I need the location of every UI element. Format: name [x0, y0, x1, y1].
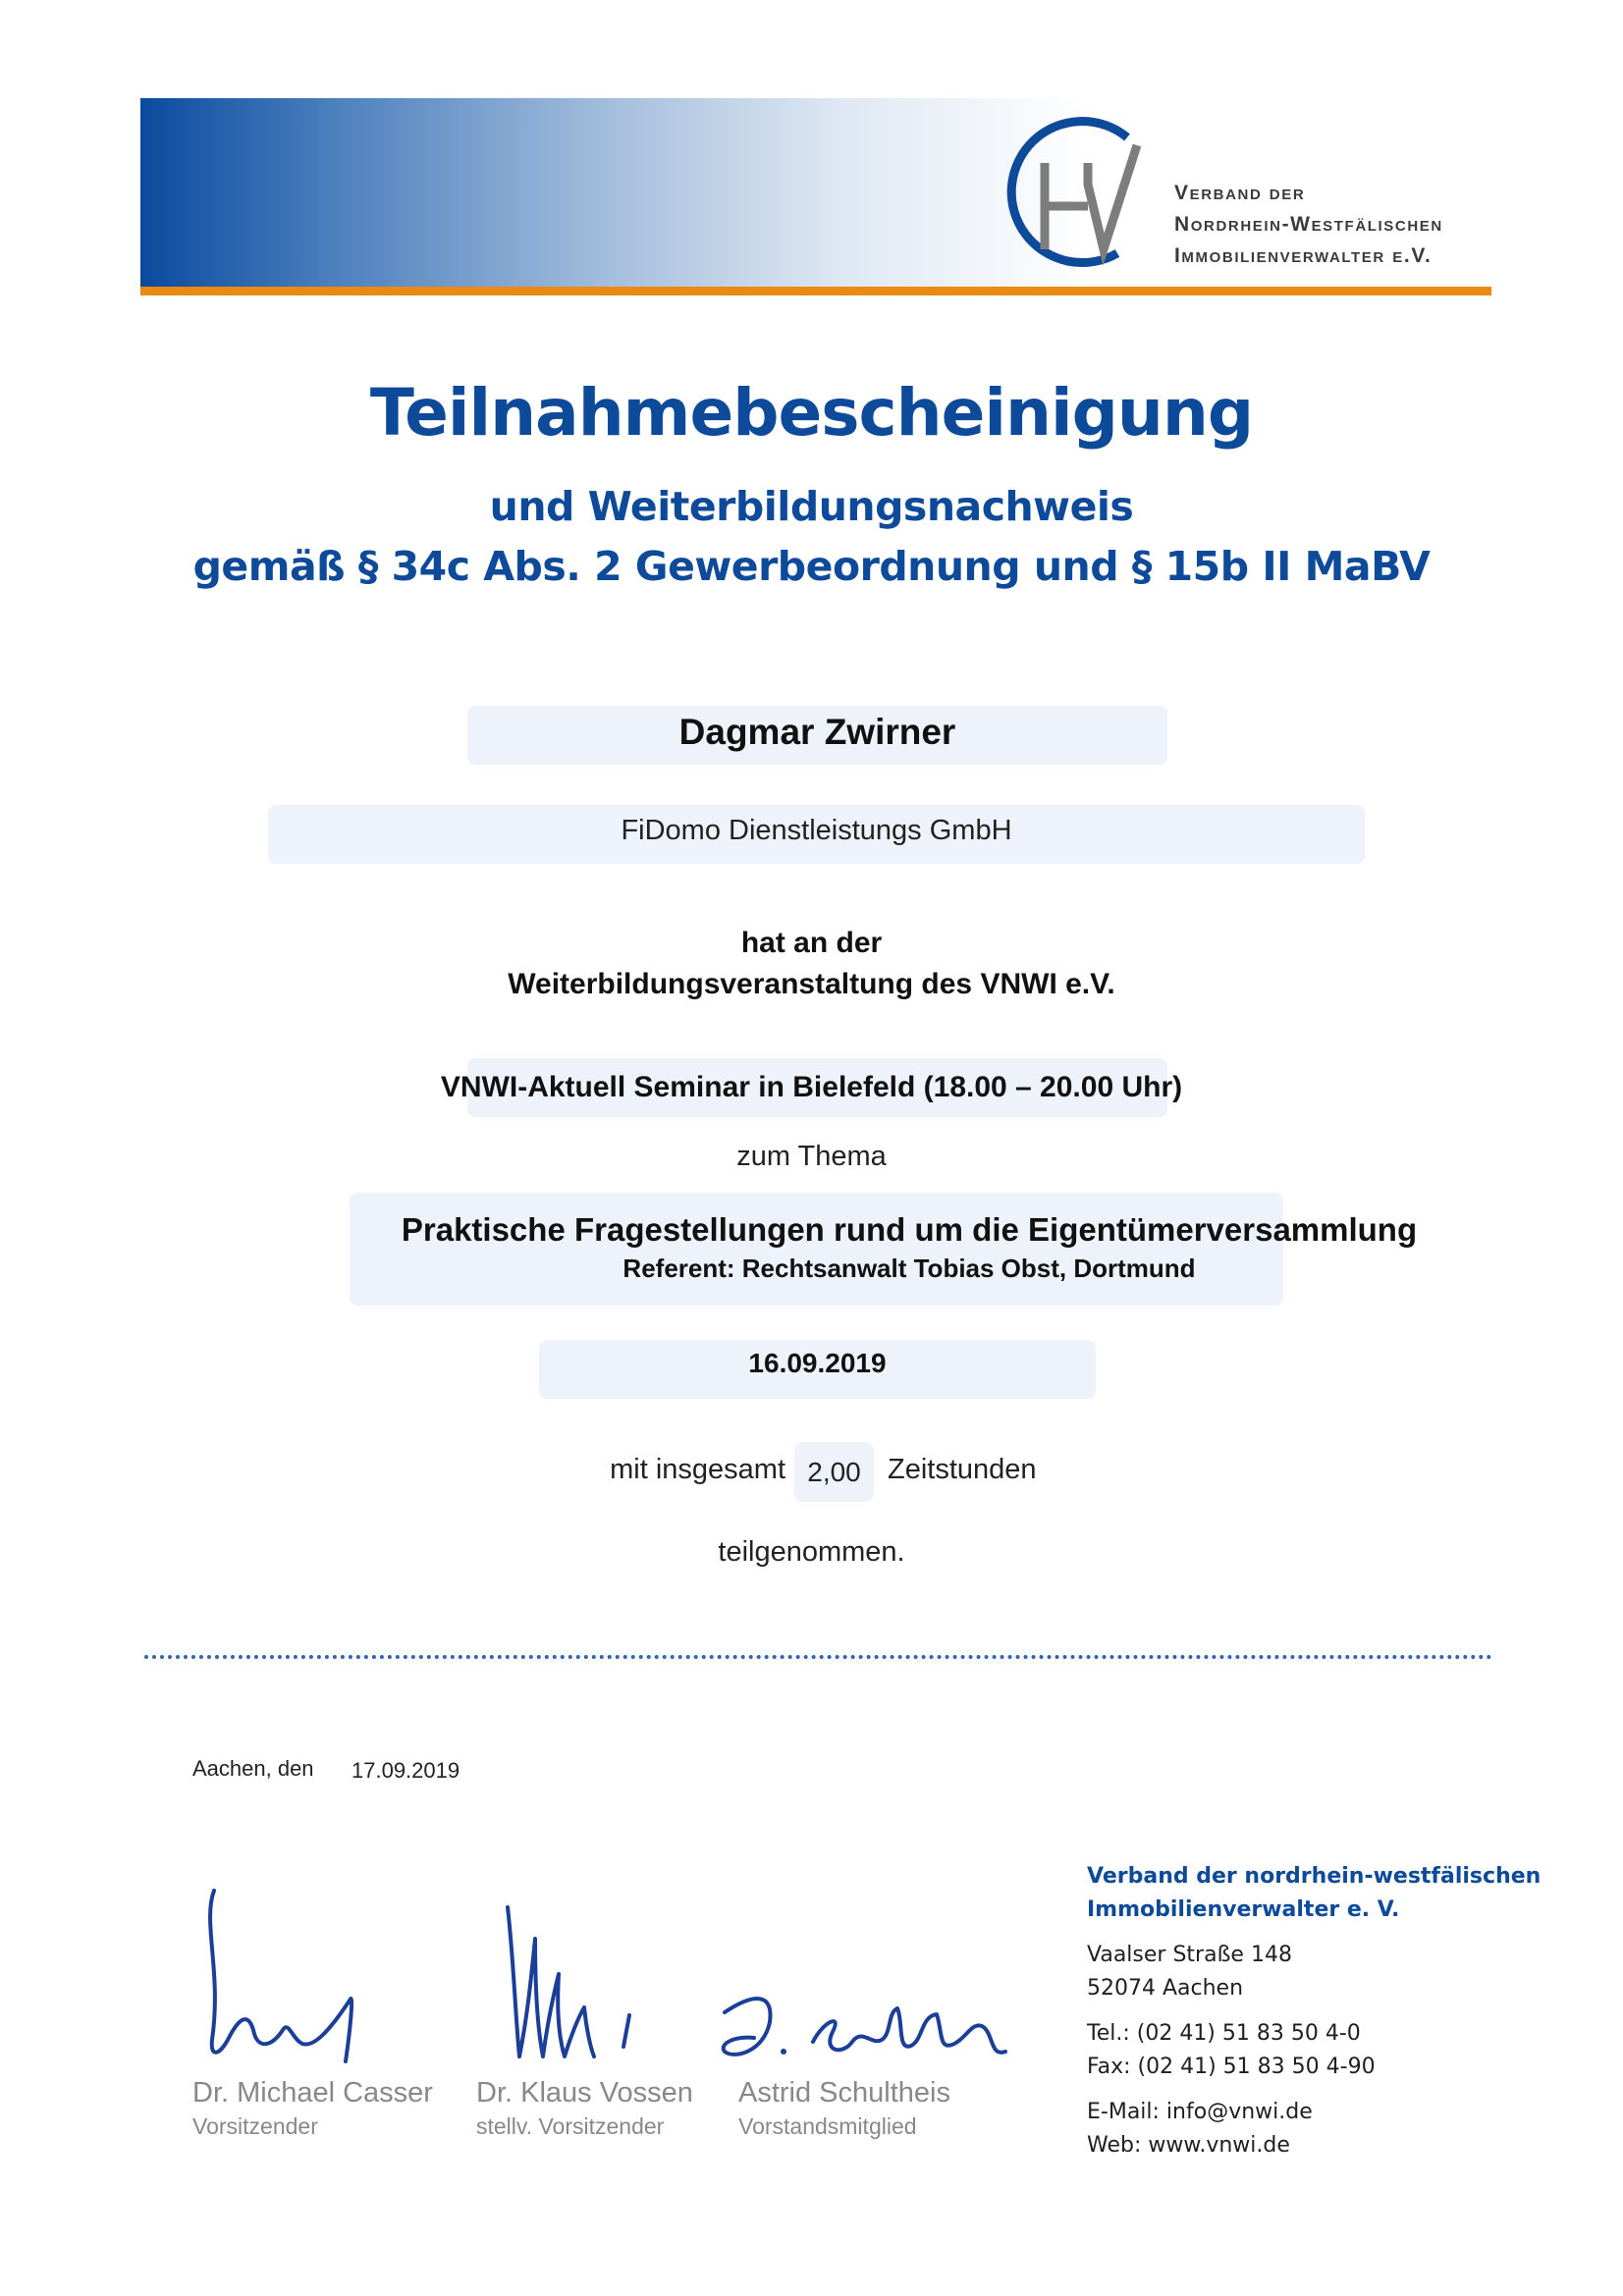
signature-schultheis: [715, 1983, 1009, 2071]
signature-casser: [192, 1883, 369, 2065]
signer-name: Dr. Klaus Vossen: [476, 2077, 693, 2109]
hours-value: 2,00: [807, 1457, 861, 1487]
document-title: Teilnahmebescheinigung: [369, 375, 1254, 451]
org-line-3: Immobilienverwalter e.V.: [1174, 244, 1433, 267]
contact-email[interactable]: E-Mail: info@vnwi.de: [1087, 2100, 1313, 2124]
signer-role: stellv. Vorsitzender: [476, 2113, 665, 2139]
dotted-divider: [144, 1655, 1492, 1659]
signer-role: Vorsitzender: [192, 2113, 318, 2139]
contact-org-line-1: Verband der nordrhein-westfälischen: [1087, 1864, 1542, 1889]
vnwi-logo-icon: [998, 116, 1155, 275]
hours-suffix: Zeitstunden: [888, 1454, 1037, 1485]
intro-line-1: hat an der: [740, 927, 883, 959]
topic-title: Praktische Fragestellungen rund um die Eigentümerversammlung: [401, 1211, 1418, 1248]
topic-intro: zum Thema: [736, 1141, 887, 1172]
hours-prefix: mit insgesamt: [610, 1454, 785, 1485]
issue-date: 17.09.2019: [352, 1758, 460, 1783]
topic-field[interactable]: [350, 1193, 1283, 1306]
seminar-title: VNWI-Aktuell Seminar in Bielefeld (18.00 – 20.00 Uhr): [440, 1071, 1183, 1103]
closing-line: teilgenommen.: [718, 1536, 905, 1568]
org-line-1: Verband der: [1174, 182, 1306, 204]
contact-web[interactable]: Web: www.vnwi.de: [1087, 2133, 1290, 2158]
document-subtitle-2: gemäß § 34c Abs. 2 Gewerbeordnung und § 15b II MaBV: [192, 543, 1431, 590]
signer-name: Dr. Michael Casser: [192, 2077, 433, 2109]
contact-fax: Fax: (02 41) 51 83 50 4-90: [1087, 2055, 1376, 2079]
contact-city: 52074 Aachen: [1087, 1976, 1244, 2001]
place-label: Aachen, den: [192, 1756, 314, 1781]
contact-block: [1087, 1860, 1542, 2163]
document-subtitle-1: und Weiterbildungsnachweis: [489, 483, 1134, 530]
signer-name: Astrid Schultheis: [738, 2077, 950, 2109]
contact-phone: Tel.: (02 41) 51 83 50 4-0: [1087, 2021, 1361, 2046]
contact-street: Vaalser Straße 148: [1087, 1943, 1292, 1967]
org-name: [1174, 178, 1443, 272]
org-line-2: Nordrhein-Westfälischen: [1174, 213, 1443, 236]
speaker-line: Referent: Rechtsanwalt Tobias Obst, Dortmund: [622, 1254, 1196, 1283]
signature-vossen: [496, 1899, 643, 2066]
signer-role: Vorstandsmitglied: [738, 2113, 917, 2139]
event-date: 16.09.2019: [748, 1348, 887, 1378]
company-name: FiDomo Dienstleistungs GmbH: [621, 815, 1012, 846]
participant-name: Dagmar Zwirner: [678, 712, 956, 752]
intro-line-2: Weiterbildungsveranstaltung des VNWI e.V.: [508, 968, 1115, 1000]
header-orange-rule: [140, 287, 1491, 295]
contact-org-line-2: Immobilienverwalter e. V.: [1087, 1897, 1400, 1922]
